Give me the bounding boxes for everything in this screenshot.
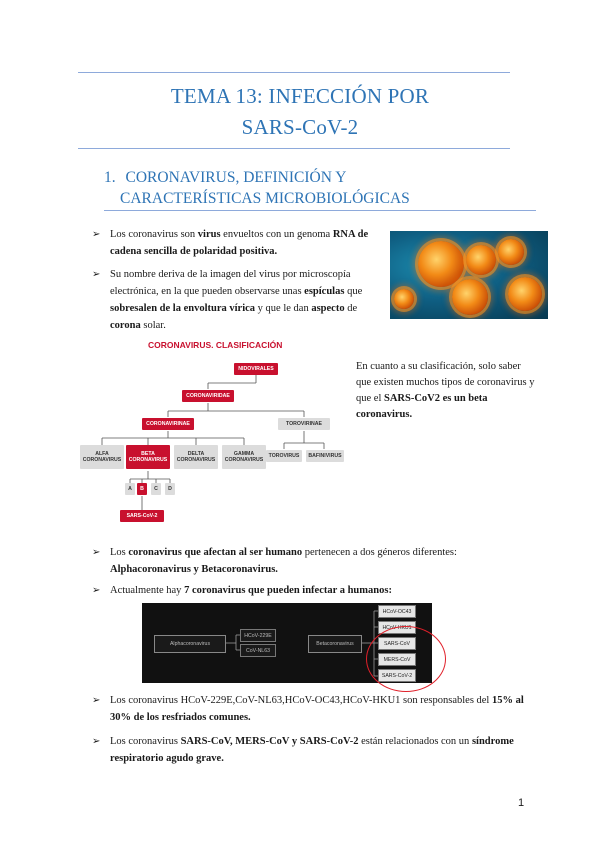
virion-shape [452, 279, 488, 315]
bold-text: aspecto [311, 303, 345, 314]
species-alpha-1: HCoV-229E [240, 629, 276, 642]
section-rule [104, 210, 536, 211]
node-nidovirales: NIDOVIRALES [234, 363, 278, 375]
bold-text: coronavirus que afectan al ser humano [128, 547, 303, 558]
bullet-seven-coronavirus [92, 582, 532, 599]
node-lineage-d: D [165, 483, 175, 495]
node-coronaviridae: CORONAVIRIDAE [182, 390, 234, 402]
text: solar. [140, 320, 166, 331]
node-bafinivirus: BAFINIVIRUS [306, 450, 344, 462]
bold-text: espículas [304, 286, 345, 297]
chart-connectors [78, 333, 350, 533]
genus-betacoronavirus: Betacoronavirus [308, 635, 362, 653]
text: pertenecen a dos géneros diferentes: [302, 547, 457, 558]
virion-shape [466, 245, 496, 275]
arrow-bullet-icon: ➢ [92, 547, 101, 558]
species-beta-2: HCoV-HKU1 [378, 621, 416, 634]
genus-alphacoronavirus: Alphacoronavirus [154, 635, 226, 653]
node-lineage-b: B [137, 483, 147, 495]
section-number: 1. [104, 169, 116, 186]
text: de [344, 303, 358, 314]
bold-text: SARS-CoV, MERS-CoV y SARS-CoV-2 [180, 736, 359, 747]
node-torovirus: TOROVIRUS [266, 450, 302, 462]
text: envueltos con un genoma [220, 229, 333, 240]
bold-text: síndrome respiratorio agudo grave. [110, 736, 514, 764]
highlight-circle [366, 626, 446, 692]
bold-text: 7 coronavirus que pueden infectar a humanos: [184, 585, 392, 596]
text: Los coronavirus [110, 736, 181, 747]
text: En cuanto a su clasificación, solo saber que existen muchos tipos de coronavirus y que el [356, 361, 535, 404]
top-rule [78, 72, 510, 73]
text: Los coronavirus son [110, 229, 198, 240]
bold-text: virus [197, 229, 221, 240]
bold-text: Alphacoronavirus y Betacoronavirus. [110, 564, 278, 575]
section-heading [104, 167, 544, 209]
text: Los [110, 547, 129, 558]
node-coronavirinae: CORONAVIRINAE [142, 418, 194, 430]
node-sars-cov-2: SARS-CoV-2 [120, 510, 164, 522]
section-title-line1: CORONAVIRUS, DEFINICIÓN Y [125, 169, 347, 186]
page-title-line2: SARS-CoV-2 [241, 115, 359, 139]
text: Los coronavirus HCoV-229E,CoV-NL63,HCoV-OC43,HCoV-HKU1 son responsables del [110, 695, 492, 706]
node-torovirinae: TOROVIRINAE [278, 418, 330, 430]
page-title-line1: TEMA 13: INFECCIÓN POR [170, 84, 430, 108]
node-delta-coronavirus: DELTA CORONAVIRUS [174, 445, 218, 469]
bold-text: sobresalen de la envoltura vírica [110, 303, 256, 314]
bold-text: SARS-CoV2 es un beta coronavirus. [356, 393, 488, 420]
section-title-line2: CARACTERÍSTICAS MICROBIOLÓGICAS [120, 190, 410, 207]
bold-text: corona [110, 320, 141, 331]
text: que [344, 286, 363, 297]
bullet-genome [92, 226, 382, 260]
virion-shape [508, 277, 542, 311]
node-alfa-coronavirus: ALFA CORONAVIRUS [80, 445, 124, 469]
species-beta-1: HCoV-OC43 [378, 605, 416, 618]
arrow-bullet-icon: ➢ [92, 229, 101, 240]
bold-text: 15% al 30% de los resfriados comunes. [110, 695, 524, 723]
arrow-bullet-icon: ➢ [92, 736, 101, 747]
node-beta-coronavirus: BETA CORONAVIRUS [126, 445, 170, 469]
coronavirus-classification-chart [78, 333, 350, 533]
coronavirus-micrograph-image [390, 231, 548, 319]
virion-shape [394, 289, 414, 309]
classification-note [356, 359, 536, 423]
bold-text: RNA de cadena sencilla de polaridad positiva. [110, 229, 369, 257]
arrow-bullet-icon: ➢ [92, 585, 101, 596]
text: están relacionados con un [358, 736, 472, 747]
text: Su nombre deriva de la imagen del virus por microscopía electrónica, en la que pueden observarse unas [110, 269, 351, 297]
arrow-bullet-icon: ➢ [92, 695, 101, 706]
bullet-common-cold [92, 692, 532, 726]
chart-title: CORONAVIRUS. CLASIFICACIÓN [148, 340, 283, 350]
title-rule [78, 148, 510, 149]
bullet-name-origin [92, 266, 382, 334]
arrow-bullet-icon: ➢ [92, 269, 101, 280]
node-gamma-coronavirus: GAMMA CORONAVIRUS [222, 445, 266, 469]
page-number: 1 [518, 797, 525, 809]
species-beta-3: SARS-CoV [378, 637, 416, 650]
virion-shape [418, 241, 464, 287]
species-beta-4: MERS-CoV [378, 653, 416, 666]
text: Actualmente hay [110, 585, 185, 596]
virion-shape [498, 239, 524, 265]
bullet-genera [92, 544, 532, 578]
node-lineage-c: C [151, 483, 161, 495]
bullet-sars [92, 733, 532, 767]
species-beta-5: SARS-CoV-2 [378, 669, 416, 682]
node-lineage-a: A [125, 483, 135, 495]
text: y que le dan [255, 303, 312, 314]
species-alpha-2: CoV-NL63 [240, 644, 276, 657]
